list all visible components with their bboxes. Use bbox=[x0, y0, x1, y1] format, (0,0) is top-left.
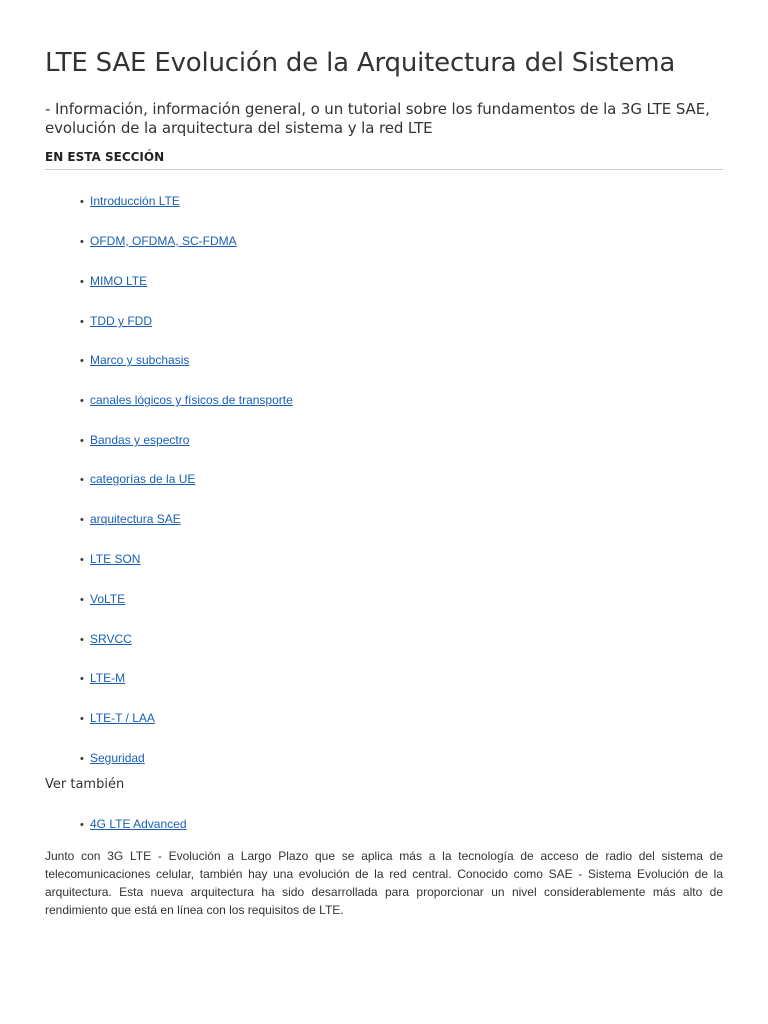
see-also-label: Ver también bbox=[45, 777, 125, 792]
bullet-icon: • bbox=[80, 673, 84, 685]
list-item bbox=[80, 392, 293, 408]
link-mimo-lte[interactable]: MIMO LTE bbox=[90, 274, 148, 288]
link-categorias-ue[interactable]: categorías de la UE bbox=[90, 472, 196, 486]
bullet-icon: • bbox=[80, 316, 84, 328]
link-srvcc[interactable]: SRVCC bbox=[90, 632, 132, 646]
bullet-icon: • bbox=[80, 634, 84, 646]
list-item bbox=[80, 193, 180, 209]
bullet-icon: • bbox=[80, 236, 84, 248]
bullet-icon: • bbox=[80, 276, 84, 288]
link-canales[interactable]: canales lógicos y físicos de transporte bbox=[90, 393, 293, 407]
bullet-icon: • bbox=[80, 713, 84, 725]
list-item bbox=[80, 313, 152, 329]
bullet-icon: • bbox=[80, 196, 84, 208]
list-item bbox=[80, 233, 237, 249]
list-item bbox=[80, 816, 187, 832]
bullet-icon: • bbox=[80, 594, 84, 606]
list-item bbox=[80, 352, 189, 368]
list-item bbox=[80, 710, 155, 726]
intro-paragraph: Junto con 3G LTE - Evolución a Largo Plazo que se aplica más a la tecnología de acceso de radio del sistema de telecomunicaciones celular, también hay una evolución de la red central. Conocido como SAE - Sistema Evolución de la arquitectura. Esta nueva arquitectura ha sido desarrollada para proporcionar un nivel considerablemente más alto de rendimiento que está en línea con los requisitos de LTE. bbox=[45, 849, 723, 917]
bullet-icon: • bbox=[80, 554, 84, 566]
page-title: LTE SAE Evolución de la Arquitectura del Sistema bbox=[45, 48, 676, 78]
list-item bbox=[80, 551, 140, 567]
bullet-icon: • bbox=[80, 395, 84, 407]
bullet-icon: • bbox=[80, 474, 84, 486]
link-lte-m[interactable]: LTE-M bbox=[90, 671, 126, 685]
bullet-icon: • bbox=[80, 514, 84, 526]
link-arquitectura-sae[interactable]: arquitectura SAE bbox=[90, 512, 181, 526]
bullet-icon: • bbox=[80, 355, 84, 367]
link-introduccion-lte[interactable]: Introducción LTE bbox=[90, 194, 180, 208]
bullet-icon: • bbox=[80, 435, 84, 447]
list-item bbox=[80, 432, 189, 448]
bullet-icon: • bbox=[80, 819, 84, 831]
bullet-icon: • bbox=[80, 753, 84, 765]
link-4g-lte-advanced[interactable]: 4G LTE Advanced bbox=[90, 817, 187, 831]
link-marco-subchasis[interactable]: Marco y subchasis bbox=[90, 353, 190, 367]
list-item bbox=[80, 591, 125, 607]
list-item bbox=[80, 631, 132, 647]
page-subtitle: - Información, información general, o un tutorial sobre los fundamentos de la 3G LTE SAE, evolución de la arquitectura del sistema y la red LTE bbox=[45, 100, 710, 137]
list-item bbox=[80, 750, 145, 766]
section-heading: EN ESTA SECCIÓN bbox=[45, 149, 723, 170]
list-item bbox=[80, 670, 125, 686]
list-item bbox=[80, 273, 147, 289]
link-lte-son[interactable]: LTE SON bbox=[90, 552, 141, 566]
link-ofdm[interactable]: OFDM, OFDMA, SC-FDMA bbox=[90, 234, 237, 248]
list-item bbox=[80, 471, 195, 487]
link-volte[interactable]: VoLTE bbox=[90, 592, 126, 606]
link-tdd-fdd[interactable]: TDD y FDD bbox=[90, 314, 152, 328]
list-item bbox=[80, 511, 181, 527]
link-lte-t-laa[interactable]: LTE-T / LAA bbox=[90, 711, 155, 725]
link-bandas-espectro[interactable]: Bandas y espectro bbox=[90, 433, 190, 447]
link-seguridad[interactable]: Seguridad bbox=[90, 751, 145, 765]
